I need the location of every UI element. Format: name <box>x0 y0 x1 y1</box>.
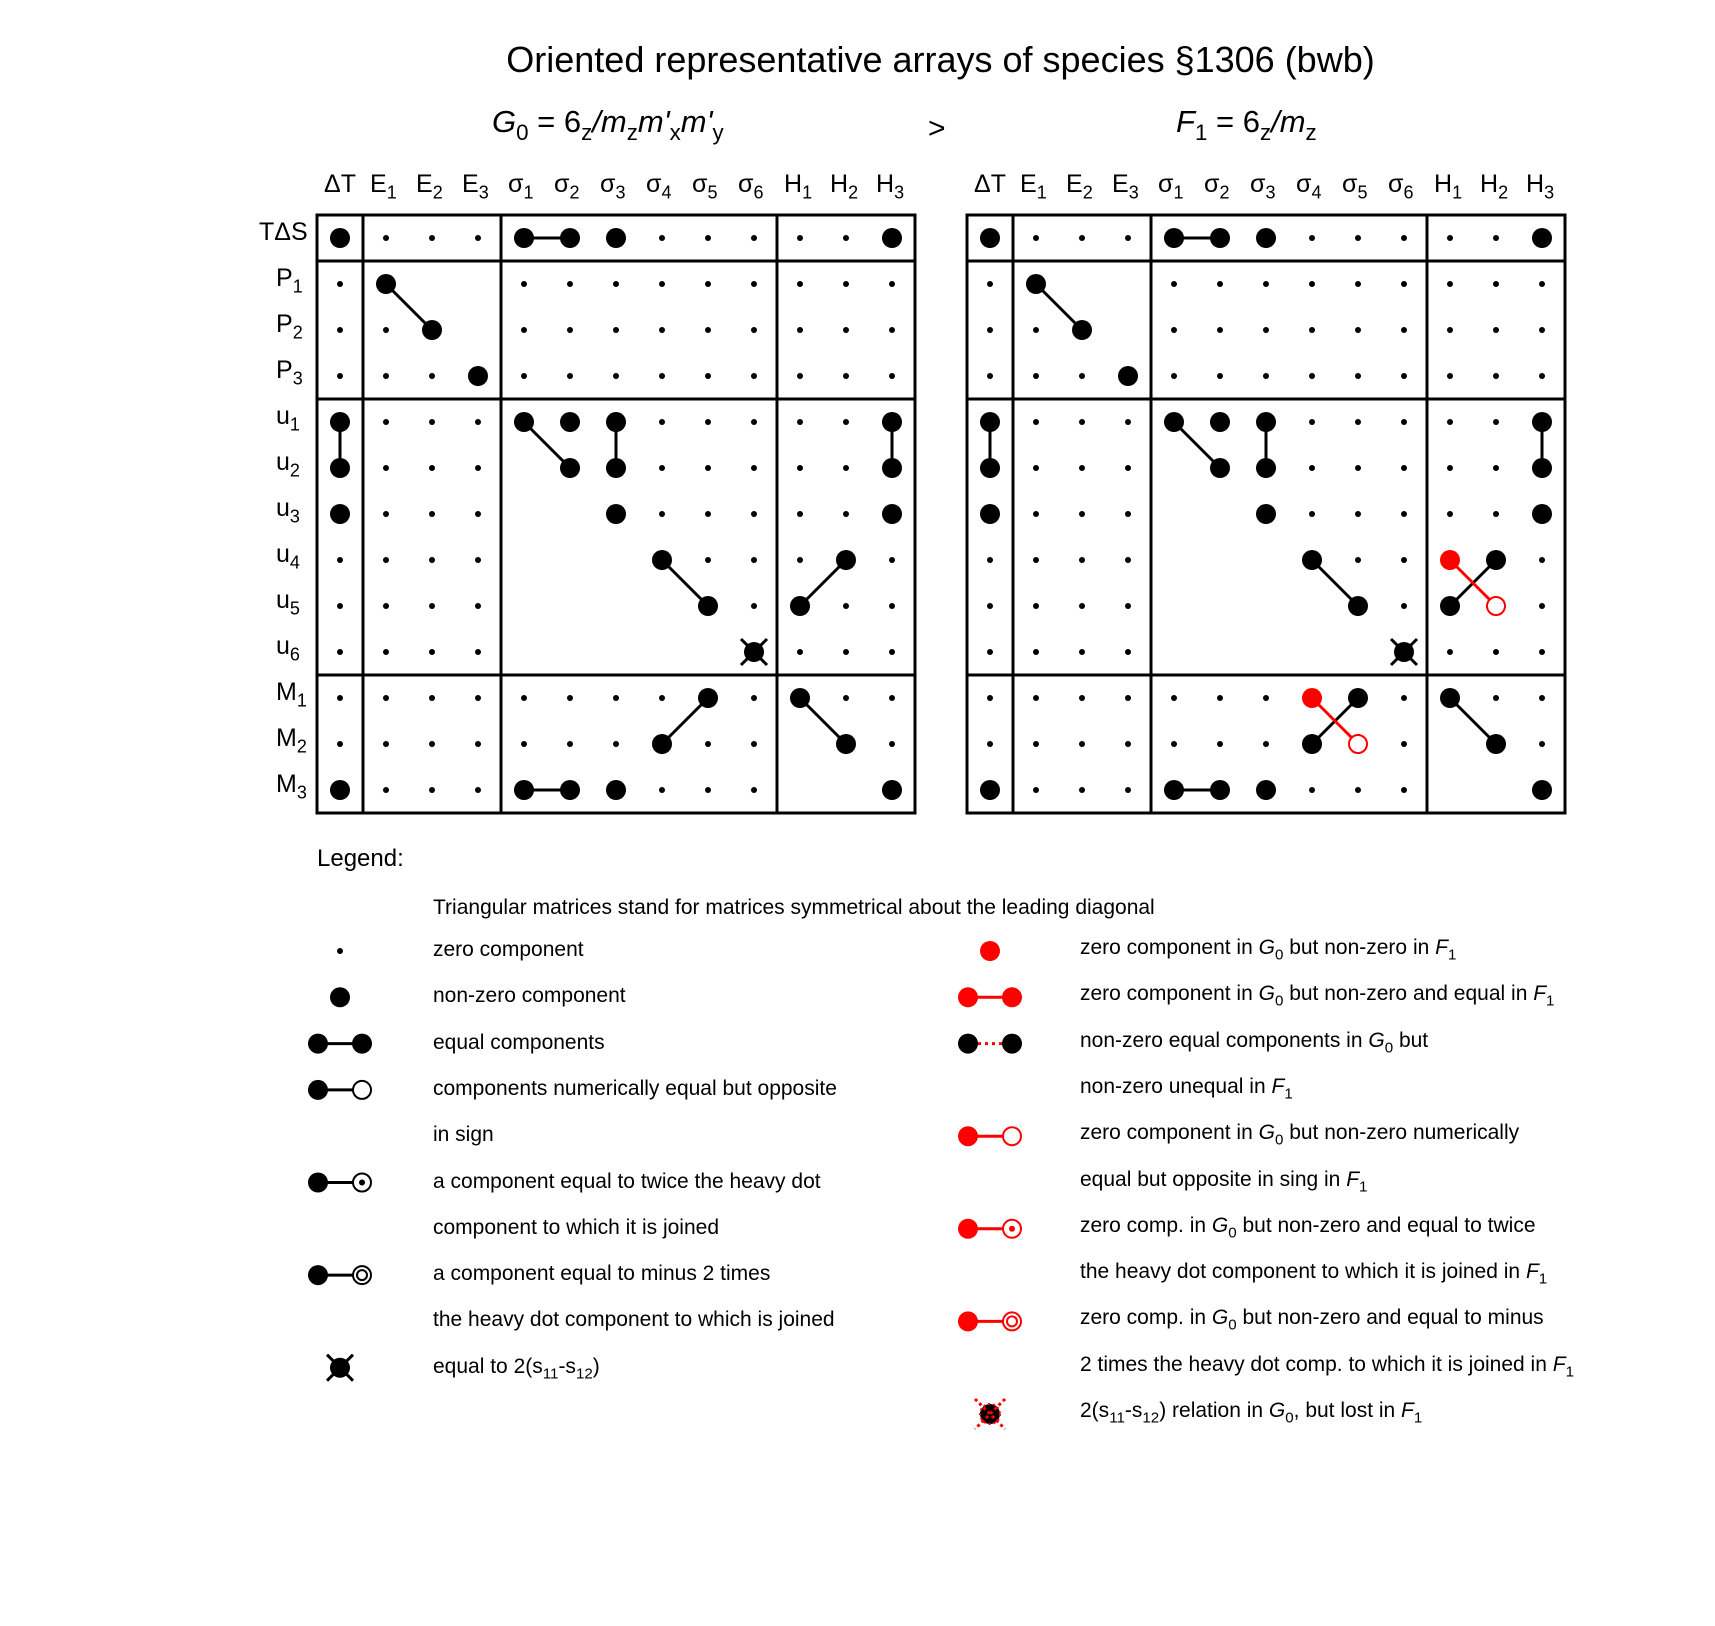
legend-text-part: but non-zero numerically <box>1283 1121 1520 1145</box>
legend-left-text: components numerically equal but opposite <box>433 1076 837 1100</box>
legend-rich-text <box>1080 1074 1293 1103</box>
column-label <box>876 170 905 203</box>
legend-text-part: the heavy dot component to which it is joined in <box>1080 1260 1526 1284</box>
column-label-sub: 4 <box>1311 182 1322 203</box>
column-label-sub: 1 <box>1173 182 1184 203</box>
column-label-sub: 3 <box>1544 182 1555 203</box>
column-label <box>600 170 626 203</box>
page-title: Oriented representative arrays of species §1306 (bwb) <box>506 39 1375 80</box>
row-label <box>276 586 300 619</box>
legend-text-part: F <box>1533 982 1547 1006</box>
column-label-sub: 1 <box>386 182 397 203</box>
row-label-main: M <box>276 770 297 798</box>
legend-text-part: F <box>1271 1074 1285 1098</box>
legend-text-part: non-zero unequal in <box>1080 1074 1272 1098</box>
row-label-sub: 1 <box>289 414 300 435</box>
legend-text-part: 1 <box>1359 1177 1368 1195</box>
column-label-sub: 1 <box>523 182 534 203</box>
legend-text-part: 1 <box>1546 992 1555 1010</box>
column-label <box>1526 170 1555 203</box>
column-label-main: σ <box>738 170 754 198</box>
column-label-main: H <box>1434 170 1453 198</box>
legend-left-text: a component equal to minus 2 times <box>433 1262 771 1286</box>
column-label-sub: 4 <box>661 182 672 203</box>
column-label-sub: 2 <box>1082 182 1093 203</box>
column-label <box>830 170 859 203</box>
row-label <box>276 310 303 343</box>
row-label-main: M <box>276 724 297 752</box>
row-label-main: u <box>276 402 290 430</box>
row-label <box>276 724 307 757</box>
column-label <box>692 170 718 203</box>
legend-text-part: zero component in <box>1080 936 1259 959</box>
legend-text-part: G <box>1211 1306 1229 1330</box>
column-label-sub: 3 <box>1128 182 1139 203</box>
row-label <box>276 402 300 435</box>
legend-text-part: non-zero equal components in <box>1080 1028 1369 1052</box>
legend-rich-text <box>1080 936 1457 964</box>
column-label-main: E <box>416 170 433 198</box>
legend-text-part: 0 <box>1228 1316 1237 1334</box>
row-label-sub: 1 <box>292 276 303 297</box>
column-label <box>974 172 1006 197</box>
legend-text-part: 12 <box>575 1364 593 1382</box>
legend-text-part: 0 <box>1384 1038 1394 1056</box>
legend-right-text <box>1080 1121 1520 1149</box>
legend-text-part: -s <box>1124 1399 1143 1422</box>
f1-sub-1: z <box>1259 119 1272 145</box>
row-label-main: u <box>276 586 290 614</box>
legend-text-part: 0 <box>1274 946 1284 964</box>
legend-left-text: equal components <box>433 1030 605 1054</box>
column-label-main: ΔT <box>974 170 1006 198</box>
column-label-main: σ <box>1342 170 1358 198</box>
row-label <box>276 264 303 297</box>
column-label <box>370 170 397 203</box>
legend-text-part: but non-zero and equal to twice <box>1236 1213 1536 1237</box>
legend-text-part: 1 <box>1413 1409 1423 1427</box>
legend-right-text <box>1080 1306 1544 1334</box>
legend-text-part: 0 <box>1285 1409 1294 1427</box>
column-label-sub: 5 <box>707 182 718 203</box>
column-label-main: H <box>1526 170 1545 198</box>
column-label-sub: 2 <box>848 182 859 203</box>
column-label-sub: 2 <box>1219 182 1230 203</box>
row-label-main: u <box>276 494 290 522</box>
legend-rich-text <box>1080 982 1555 1010</box>
f1-symbol: F <box>1176 104 1195 139</box>
legend-text-part: G <box>1258 1121 1275 1145</box>
legend-text-part: -s <box>558 1354 576 1378</box>
legend-text-part: 0 <box>1274 992 1284 1010</box>
column-label <box>1342 170 1368 203</box>
legend-text-part: F <box>1435 936 1448 959</box>
legend-rich-text <box>1080 1167 1368 1195</box>
legend-right-text <box>1080 1028 1429 1056</box>
row-label-sub: 2 <box>292 322 303 343</box>
legend-text-part: ) <box>592 1354 600 1378</box>
legend-rich-text <box>1080 1352 1574 1380</box>
row-label <box>276 632 300 665</box>
g0-sub-1: z <box>581 119 593 145</box>
row-label <box>276 448 300 481</box>
g0-sub-2: z <box>626 119 638 145</box>
g0-eq: = 6 <box>528 104 582 139</box>
legend-left-text: in sign <box>433 1123 494 1147</box>
group-f1-formula <box>1176 104 1317 145</box>
row-label-sub: 2 <box>296 736 307 757</box>
column-label-sub: 2 <box>569 182 580 203</box>
g0-symbol: G <box>492 104 517 139</box>
column-label-main: E <box>462 170 479 198</box>
row-label-sub: 6 <box>289 644 300 665</box>
column-label <box>1112 170 1139 203</box>
column-label-main: E <box>1066 170 1083 198</box>
legend-text-part: zero comp. in <box>1080 1213 1212 1237</box>
row-label-main: P <box>276 356 293 384</box>
row-label-main: u <box>276 448 290 476</box>
legend-rich-text <box>1080 1260 1548 1288</box>
column-label <box>784 170 813 203</box>
column-label <box>1296 170 1322 203</box>
column-label-main: H <box>1480 170 1499 198</box>
row-label-sub: 5 <box>289 598 300 619</box>
column-label-main: σ <box>1250 170 1266 198</box>
f1-part-a: /m <box>1271 104 1306 139</box>
legend-text-part: G <box>1268 1399 1286 1422</box>
column-label <box>1020 170 1047 203</box>
legend-left-text <box>433 1354 600 1382</box>
legend-text-part: zero comp. in <box>1080 1306 1212 1330</box>
legend-text-part: equal to 2(s <box>433 1354 543 1378</box>
legend-text-part: zero component in <box>1080 1121 1259 1145</box>
column-label-main: σ <box>1388 170 1404 198</box>
column-label <box>1480 170 1509 203</box>
legend-right-text <box>1080 1167 1368 1195</box>
legend-rich-text <box>1080 1213 1536 1242</box>
legend-right-text <box>1080 1352 1574 1380</box>
legend-title: Legend: <box>317 845 404 872</box>
legend-text-part: 1 <box>1447 946 1457 964</box>
column-label <box>646 170 672 203</box>
row-label-main: TΔS <box>259 218 308 246</box>
row-label-sub: 1 <box>296 690 307 711</box>
legend-text-part: F <box>1346 1167 1360 1191</box>
legend-text-part: F <box>1525 1260 1539 1284</box>
row-label-main: P <box>276 310 293 338</box>
legend-text-part: 1 <box>1538 1270 1548 1288</box>
legend-left-text: a component equal to twice the heavy dot <box>433 1169 821 1193</box>
column-label-sub: 2 <box>432 182 443 203</box>
column-label-main: σ <box>692 170 708 198</box>
g0-sub-4: y <box>712 119 724 145</box>
column-label <box>1066 170 1093 203</box>
f1-eq: = 6 <box>1207 104 1260 139</box>
column-label-main: H <box>830 170 849 198</box>
legend-text-part: 11 <box>542 1364 559 1382</box>
legend-left-text: component to which it is joined <box>433 1215 719 1239</box>
g0-part-b: m' <box>637 104 670 139</box>
f1-sub-2: z <box>1305 119 1317 145</box>
group-g0-formula <box>492 104 724 145</box>
column-label-main: σ <box>600 170 616 198</box>
column-label-main: E <box>1112 170 1129 198</box>
column-label <box>1250 170 1276 203</box>
legend-text-part: G <box>1368 1028 1385 1052</box>
column-label <box>1434 170 1463 203</box>
row-label <box>259 220 308 245</box>
legend-text-part: , but lost in <box>1293 1399 1402 1422</box>
legend-text-part: but non-zero in <box>1283 936 1436 959</box>
row-label-sub: 3 <box>292 368 303 389</box>
legend-text-part: G <box>1211 1213 1229 1237</box>
legend-text-part: but non-zero and equal to minus <box>1236 1306 1544 1330</box>
column-label-main: ΔT <box>324 170 356 198</box>
legend-text-part: F <box>1401 1399 1414 1422</box>
legend-right-text <box>1080 936 1457 964</box>
row-label-sub: 4 <box>289 552 300 573</box>
column-label <box>1388 170 1414 203</box>
column-label-main: σ <box>1158 170 1174 198</box>
legend-text-part: 12 <box>1142 1409 1160 1427</box>
row-label <box>276 356 303 389</box>
legend-note: Triangular matrices stand for matrices symmetrical about the leading diagonal <box>433 896 1155 919</box>
column-label-sub: 6 <box>1403 182 1414 203</box>
legend-text-part: zero component in <box>1080 982 1259 1006</box>
legend-text-part: but <box>1393 1028 1429 1052</box>
legend-left-text: non-zero component <box>433 984 626 1008</box>
row-label <box>276 770 307 803</box>
f1-subscript: 1 <box>1194 119 1208 145</box>
row-label <box>276 494 300 527</box>
row-label-sub: 3 <box>289 506 300 527</box>
row-label-main: P <box>276 264 293 292</box>
row-label-sub: 3 <box>296 782 307 803</box>
column-label-main: E <box>1020 170 1037 198</box>
column-label <box>1204 170 1230 203</box>
legend-text-part: 2(s <box>1080 1399 1110 1422</box>
column-label-sub: 1 <box>802 182 813 203</box>
legend-rich-text <box>1080 1121 1520 1149</box>
column-label-main: σ <box>1204 170 1220 198</box>
column-label-sub: 1 <box>1036 182 1047 203</box>
row-label <box>276 540 300 573</box>
column-label <box>554 170 580 203</box>
g0-part-a: /m <box>592 104 627 139</box>
column-label <box>1158 170 1184 203</box>
legend-rich-text <box>1080 1306 1544 1334</box>
comparison-symbol: > <box>928 112 946 145</box>
legend-left-text: the heavy dot component to which is joined <box>433 1308 835 1332</box>
column-label-main: σ <box>554 170 570 198</box>
column-label-sub: 3 <box>894 182 905 203</box>
column-label-main: H <box>784 170 803 198</box>
legend-text-part: 0 <box>1274 1131 1284 1149</box>
legend-text-part: equal but opposite in sing in <box>1080 1167 1347 1191</box>
column-label-sub: 3 <box>1265 182 1276 203</box>
legend-text-part: G <box>1258 982 1275 1006</box>
column-label-main: E <box>370 170 387 198</box>
column-label-sub: 3 <box>615 182 626 203</box>
column-label <box>462 170 489 203</box>
legend-left-text: zero component <box>433 938 584 961</box>
legend-right-text <box>1080 1074 1293 1103</box>
legend-rich-text <box>1080 1028 1429 1056</box>
legend-text-part: but non-zero and equal in <box>1283 982 1534 1006</box>
column-label-sub: 3 <box>478 182 489 203</box>
column-label-main: H <box>876 170 895 198</box>
column-label <box>508 170 534 203</box>
column-label-main: σ <box>1296 170 1312 198</box>
legend-text-part: 1 <box>1284 1085 1293 1103</box>
legend-text-part: 1 <box>1565 1362 1574 1380</box>
column-label <box>416 170 443 203</box>
column-label <box>324 172 356 197</box>
column-label-sub: 1 <box>1452 182 1463 203</box>
row-label-main: u <box>276 632 290 660</box>
g0-sub-3: x <box>669 119 681 145</box>
legend-text-part: F <box>1552 1352 1566 1376</box>
legend-text-part: G <box>1258 936 1275 959</box>
legend-right-text <box>1080 982 1555 1010</box>
row-label <box>276 678 307 711</box>
column-label <box>738 170 764 203</box>
legend-text-part: 0 <box>1228 1224 1237 1242</box>
legend-right-text <box>1080 1399 1423 1427</box>
legend-text-part: 2 times the heavy dot comp. to which it is joined in <box>1080 1352 1553 1376</box>
legend-text-part: ) relation in <box>1159 1399 1269 1422</box>
legend-rich-text <box>1080 1399 1423 1427</box>
row-label-sub: 2 <box>289 460 300 481</box>
legend-right-text <box>1080 1260 1548 1288</box>
column-label-main: σ <box>508 170 524 198</box>
column-label-sub: 6 <box>753 182 764 203</box>
legend-text-part: 11 <box>1109 1409 1125 1427</box>
legend-right-text <box>1080 1213 1536 1242</box>
column-label-main: σ <box>646 170 662 198</box>
column-label-sub: 5 <box>1357 182 1368 203</box>
g0-part-c: m' <box>680 104 713 139</box>
row-label-main: M <box>276 678 297 706</box>
column-label-sub: 2 <box>1498 182 1509 203</box>
g0-subscript: 0 <box>516 119 529 145</box>
row-label-main: u <box>276 540 290 568</box>
